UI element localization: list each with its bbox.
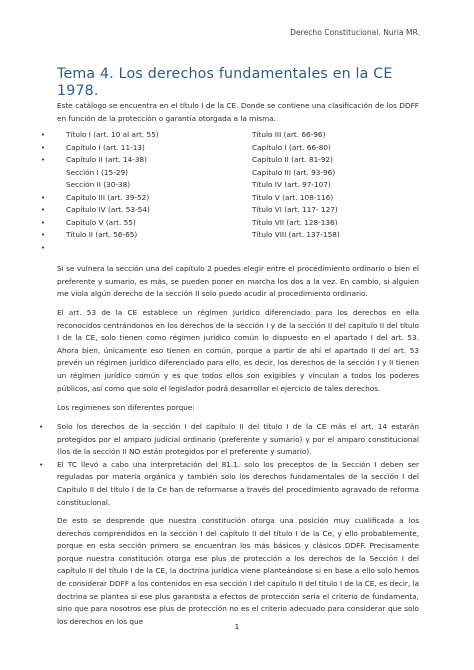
list-item: Título IV (art. 97-107) [252, 180, 331, 189]
bullet-icon: • [41, 143, 46, 152]
list-item: Sección II (30-38) [66, 180, 131, 189]
list-item: • Capítulo III (art. 39-52) [66, 192, 159, 205]
regimes-bullet-list [39, 421, 419, 509]
list-item: • Capítulo V (art. 55) [66, 217, 159, 230]
list-item: Capítulo III (art. 93-96) [252, 167, 336, 177]
bullet-icon: • [41, 156, 46, 164]
bullet-icon: • [41, 206, 46, 214]
list-item: Título III (art. 66-96) [252, 130, 326, 139]
list-item: • Título II (art. 56-65) [66, 229, 159, 242]
bullet-icon: • [41, 231, 46, 239]
paragraph-art53: El art. 53 de la CE establece un régimen jurídico diferenciado para los derechos en ella reconocidos centrándonos en los derechos de la sección I y de la sección II del capítulo II del título I de la CE, solo tienen como régimen jurídico común lo dispuesto en el apartado I del art. 53. Ahora bien, únicamente eso tienen en común, porque a partir de ahí el apartado II del art. 53 prevén un régimen jurídico diferenciado para ello, es decir, los derechos de la sección I y II tienen un régimen jurídico común y es que todos ellos son exigibles y vinculan a todos los poderes públicos, así como que solo el legislador podrá desarrollar el ejercicio de tales derechos. [57, 308, 419, 393]
bullet-icon: • [39, 422, 44, 431]
paragraph-regimes-intro: Los regímenes son diferentes porque: [57, 403, 195, 412]
list-item: Sección I (15-29) [66, 167, 128, 177]
list-item: • Título I (art. 10 al art. 55) [66, 129, 159, 142]
list-item: Título V (art. 108-116) [252, 192, 334, 202]
structure-list-right [252, 129, 340, 242]
list-item: • Solo los derechos de la sección I del capítulo II del título I de la CE más el art. 14 estarán protegidos por el amparo judicial ordinario (preferente y sumario) y por el amparo constitucional (los de la sección II NO están protegidos por el preferente y sumario). [39, 422, 419, 457]
list-item: • Capítulo IV (art. 53-54) [66, 204, 159, 217]
structure-list-left [41, 129, 159, 254]
list-item-empty [41, 242, 159, 255]
list-item: • El TC llevó a cabo una interpretación del 81.1. solo los preceptos de la Sección I deben ser reguladas por materia orgánica y también solo los derechos fundamentales de la sección I del Capítulo II del título I de la Ce han de reformarse a través del procedimiento agravado de reforma constitucional. [39, 459, 419, 507]
list-item: Capítulo II (art. 81-92) [252, 155, 334, 164]
bullet-icon: • [41, 193, 46, 202]
paragraph-conclusion: De esto se desprende que nuestra constitución otorga una posición muy cualificada a los derechos comprendidos en la sección I del capítulo II del título I de la Ce, y ello probablemente, porque en esta sección primero se encuentran los más básicos y clásicos DDFF. Precisamente porque nuestra constitución otorga ese plus de protección a los derechos de la Sección I del capítulo II del título I de la CE, la doctrina jurídica viene planteándose si en base a ello solo hemos de considerar DDFF a los contenidos en esa sección I del capítulo II del título I de la CE, es decir, la doctrina se plantea si ese plus garantista a efectos de protección seria el criterio de fundamenta, sino que para nosotros ese plus de protección no es el criterio adecuado para considerar que solo los derechos en los que [57, 516, 419, 626]
bullet-icon: • [41, 131, 46, 139]
bullet-icon: • [41, 243, 46, 252]
list-item: Capítulo I (art. 66-80) [252, 142, 331, 152]
list-item: • Capítulo II (art. 14-38) [66, 154, 159, 167]
list-item: Título VIII (art. 137-158) [252, 230, 340, 239]
page-number: 1 [234, 622, 240, 631]
list-item: • Capítulo I (art. 11-13) [66, 142, 159, 155]
list-item: Título VII (art. 128-136) [252, 217, 338, 227]
bullet-icon: • [41, 218, 46, 227]
bullet-icon: • [39, 459, 44, 469]
list-item: Título VI (art. 117- 127) [252, 205, 338, 214]
intro-paragraph: Este catálogo se encuentra en el título I de la CE. Donde se contiene una clasificación de los DDFF en función de la protección o garantía otorgada a la misma. [57, 101, 419, 123]
paragraph-procedures: Si se vulnera la sección una del capítulo 2 puedes elegir entre el procedimiento ordinario o bien el preferente y sumario, es más, se pueden poner en marcha los dos a la vez. En cambio, si alguien me viola algún derecho de la sección II solo puedo acudir al procedimiento ordinario. [57, 264, 419, 299]
page-header: Derecho Constitucional. Nuria MR. [290, 28, 420, 37]
page-title: Tema 4. Los derechos fundamentales en la CE 1978. [57, 66, 393, 99]
